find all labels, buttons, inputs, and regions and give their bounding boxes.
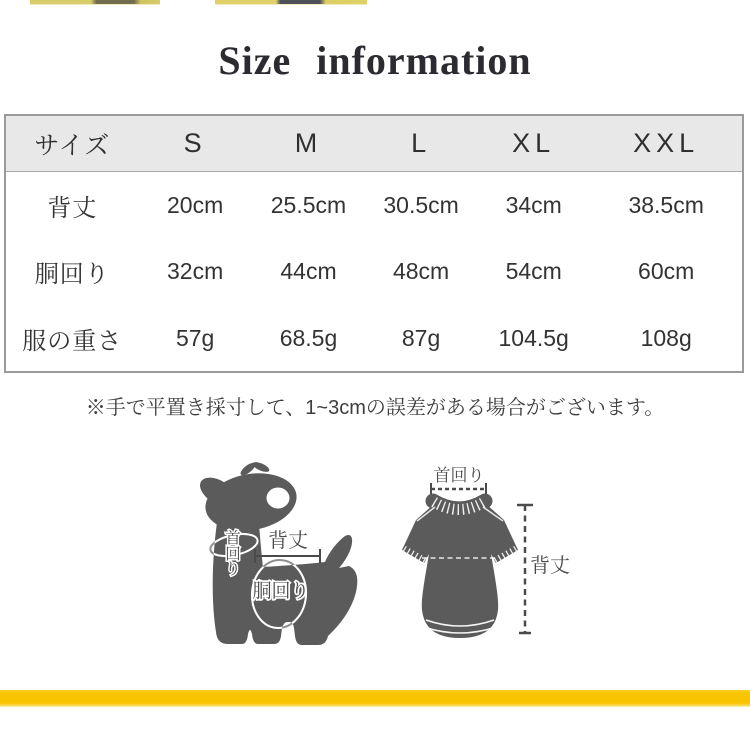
dog-girth-label: 胴回り <box>252 581 310 602</box>
dog-measurement-diagram <box>195 460 357 645</box>
cell: 68.5g <box>279 324 338 351</box>
row-label: 胴回り <box>34 261 110 289</box>
cell: 25.5cm <box>270 191 347 218</box>
cell: 34cm <box>505 191 562 218</box>
col-header-size: サイズ <box>34 131 111 160</box>
shirt-neck-label: 首回り <box>433 466 485 485</box>
dog-eye-icon <box>267 488 290 509</box>
page-title: Size information <box>218 38 532 83</box>
col-header-xxl: XXL <box>633 128 700 158</box>
table-row-back-length <box>6 172 742 239</box>
col-header-s: S <box>183 128 207 158</box>
table-row-girth <box>6 239 742 306</box>
measurement-illustrations <box>0 440 750 695</box>
shirt-measurement-diagram <box>402 466 570 638</box>
shirt-back-length-label: 背丈 <box>530 555 570 577</box>
cell: 87g <box>401 324 441 351</box>
cell: 32cm <box>167 258 224 285</box>
top-cutoff-fragment-right <box>215 0 367 5</box>
cell: 44cm <box>280 258 337 285</box>
col-header-m: M <box>294 128 323 158</box>
col-header-l: L <box>411 128 432 158</box>
cell: 57g <box>175 324 215 351</box>
dog-back-length-label: 背丈 <box>268 530 308 552</box>
cell: 60cm <box>638 258 695 285</box>
cell: 104.5g <box>498 324 569 351</box>
size-table <box>4 114 744 373</box>
shirt-body-silhouette <box>402 504 518 638</box>
dog-neck-label-char: 首 <box>225 530 241 547</box>
row-label: 服の重さ <box>22 327 123 355</box>
cell: 108g <box>640 324 692 351</box>
cell: 48cm <box>392 258 450 285</box>
cell: 54cm <box>505 258 562 285</box>
measurement-disclaimer-note: ※手で平置き採寸して、1~3cmの誤差がある場合がございます。 <box>85 397 665 419</box>
cell: 20cm <box>167 191 224 218</box>
cell: 30.5cm <box>383 191 459 218</box>
bottom-accent-bar <box>0 690 750 707</box>
cell: 38.5cm <box>628 191 704 218</box>
top-cutoff-fragment-left <box>30 0 160 5</box>
table-row-garment-weight <box>6 305 742 372</box>
dog-neck-label-char: り <box>225 561 241 578</box>
row-label: 背丈 <box>47 194 98 222</box>
size-table-header-row <box>6 116 742 172</box>
col-header-xl: XL <box>512 128 556 158</box>
dog-neck-label-char: 回 <box>225 546 241 563</box>
